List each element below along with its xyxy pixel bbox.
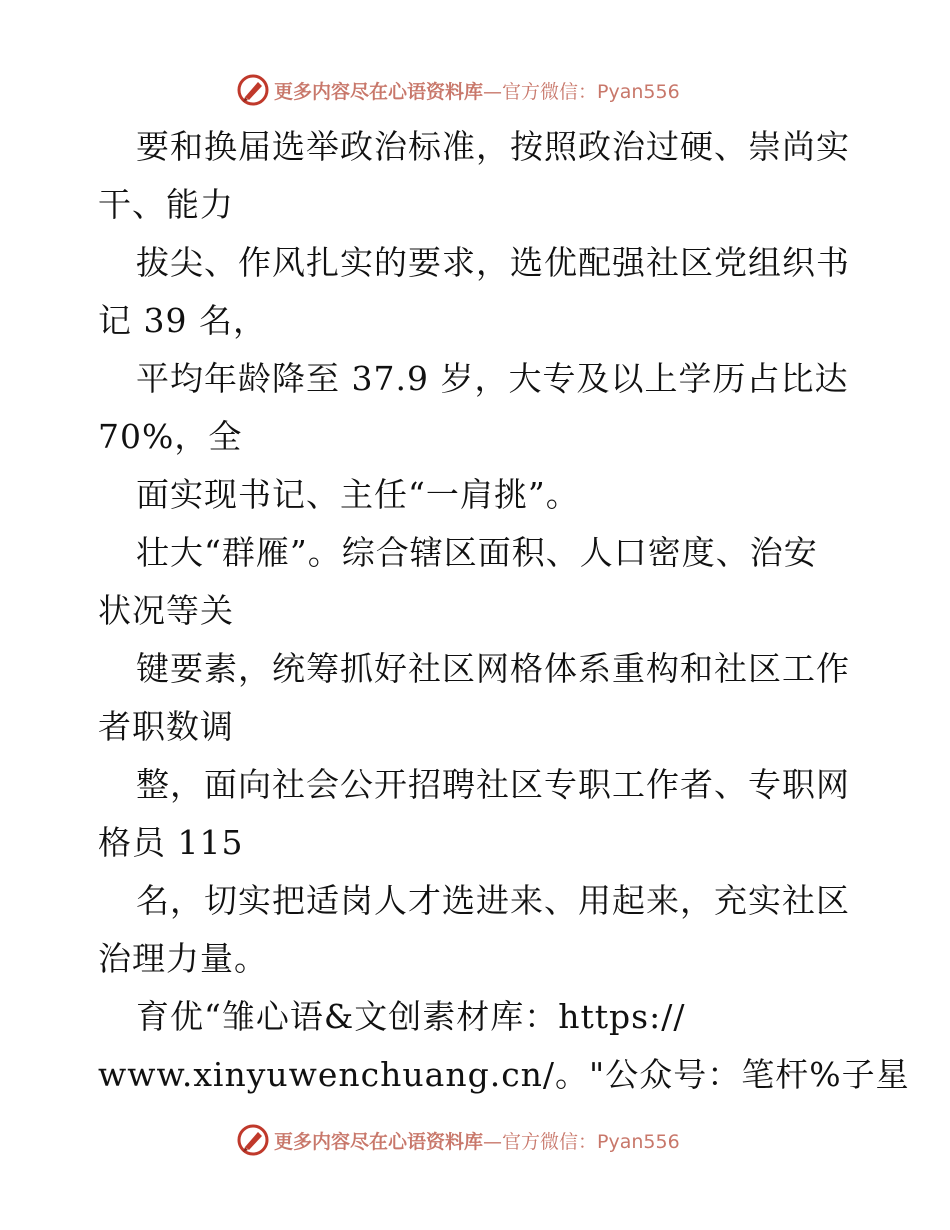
text-line: 70%，全 [98,417,243,456]
document-body [98,118,910,1104]
header-banner-main: 更多内容尽在心语资料库 [274,80,484,103]
text-line: 记 39 名， [98,301,267,340]
header-banner-dash: — [483,80,503,103]
header-banner [236,72,680,108]
text-line: 拔尖、作风扎实的要求，选优配强社区党组织书 [136,243,850,282]
footer-banner-main: 更多内容尽在心语资料库 [274,1130,484,1153]
text-line: 整，面向社会公开招聘社区专职工作者、专职网 [136,765,850,804]
header-banner-wechat: 官方微信：Pyan556 [502,80,680,103]
text-line: 状况等关 [98,591,234,630]
text-line: 壮大“群雁”。综合辖区面积、人口密度、治安 [136,533,818,572]
text-line: 名，切实把适岗人才选进来、用起来，充实社区 [136,881,850,920]
text-line: 治理力量。 [98,939,268,978]
text-line: www.xinyuwenchuang.cn/。"公众号：笔杆%子星 [98,1055,910,1094]
text-line: 面实现书记、主任“一肩挑”。 [136,475,580,514]
text-line: 干、能力 [98,185,234,224]
footer-banner-dash: — [483,1130,503,1153]
text-line: 者职数调 [98,707,234,746]
text-line: 键要素，统筹抓好社区网格体系重构和社区工作 [136,649,850,688]
footer-banner-wechat: 官方微信：Pyan556 [502,1130,680,1153]
text-line: 平均年龄降至 37.9 岁，大专及以上学历占比达 [136,359,849,398]
pen-logo-icon [236,1123,270,1157]
header-banner-text [274,77,680,104]
pen-logo-icon [236,73,270,107]
text-line: 格员 115 [98,823,244,862]
text-line: 要和换届选举政治标准，按照政治过硬、崇尚实 [136,127,850,166]
text-line: 育优“雏心语&文创素材库：https:// [136,997,686,1036]
footer-banner [236,1122,680,1158]
footer-banner-text [274,1127,680,1154]
